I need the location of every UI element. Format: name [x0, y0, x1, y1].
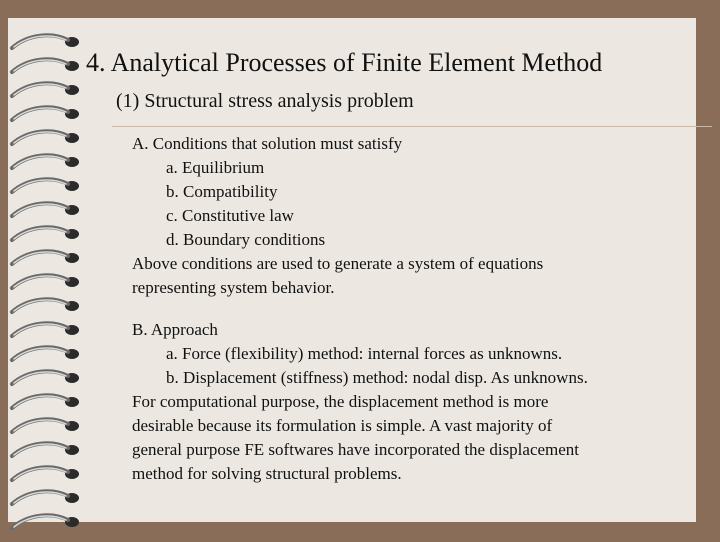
slide-title: 4. Analytical Processes of Finite Element Method [86, 48, 603, 77]
section-b-note: For computational purpose, the displacement method is more [132, 392, 549, 411]
section-a-note: Above conditions are used to generate a system of equations [132, 254, 544, 273]
list-item: a. Force (flexibility) method: internal forces as unknowns. [166, 344, 563, 363]
list-item: b. Displacement (stiffness) method: nodal disp. As unknowns. [166, 368, 588, 387]
binding-ring-icon [12, 107, 79, 120]
binding-ring-icon [12, 35, 79, 48]
binding-ring-icon [12, 83, 79, 96]
binding-ring-icon [12, 443, 79, 456]
section-b-note: general purpose FE softwares have incorporated the displacement [132, 440, 580, 459]
slide-body [132, 132, 692, 486]
binding-ring-icon [12, 203, 79, 216]
slide-subtitle: (1) Structural stress analysis problem [116, 90, 414, 112]
binding-ring-icon [12, 155, 79, 168]
section-b-note: desirable because its formulation is simple. A vast majority of [132, 416, 553, 435]
binding-ring-icon [12, 251, 79, 264]
section-a-note: representing system behavior. [132, 278, 335, 297]
list-item: c. Constitutive law [166, 206, 294, 225]
binding-ring-icon [12, 179, 79, 192]
binding-ring-icon [12, 275, 79, 288]
binding-ring-icon [12, 467, 79, 480]
section-b-heading: B. Approach [132, 320, 218, 339]
binding-ring-icon [12, 131, 79, 144]
section-a-heading: A. Conditions that solution must satisfy [132, 134, 403, 153]
binding-ring-icon [12, 371, 79, 384]
list-item: a. Equilibrium [166, 158, 265, 177]
binding-ring-icon [12, 515, 79, 528]
binding-ring-icon [12, 347, 79, 360]
binding-ring-icon [12, 491, 79, 504]
section-b-note: method for solving structural problems. [132, 464, 402, 483]
divider [112, 126, 712, 127]
binding-ring-icon [12, 323, 79, 336]
list-item: b. Compatibility [166, 182, 278, 201]
binding-ring-icon [12, 227, 79, 240]
binding-ring-icon [12, 299, 79, 312]
spiral-binding-icon [8, 32, 98, 542]
binding-ring-icon [12, 419, 79, 432]
list-item: d. Boundary conditions [166, 230, 326, 249]
binding-ring-icon [12, 395, 79, 408]
binding-ring-icon [12, 59, 79, 72]
